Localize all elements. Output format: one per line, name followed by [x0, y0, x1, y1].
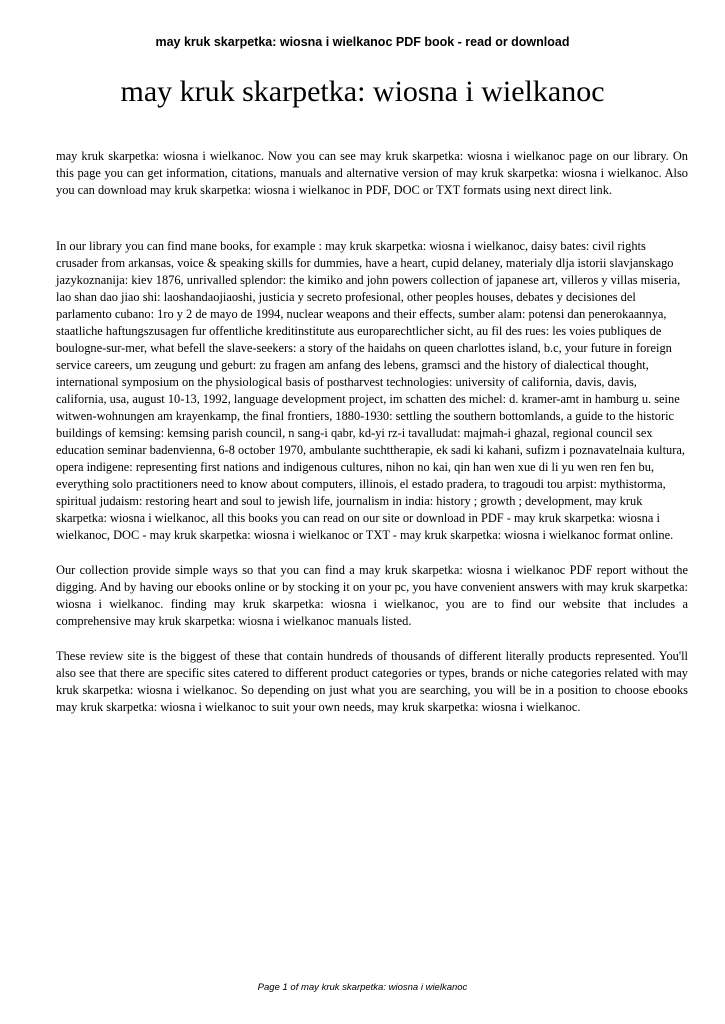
intro-paragraph: may kruk skarpetka: wiosna i wielkanoc. Now you can see may kruk skarpetka: wiosna i wielkanoc page on our library. On this page you can get information, citations, manuals and alternative version of may kruk skarpetka: wiosna i wielkanoc. Also you can download may kruk skarpetka: wiosna i wielkanoc in PDF, DOC or TXT formats using next direct link.: [56, 149, 688, 197]
document-title: may kruk skarpetka: wiosna i wielkanoc: [120, 75, 605, 108]
library-list-paragraph: In our library you can find mane books, for example : may kruk skarpetka: wiosna i wielkanoc, daisy bates: civil rights crusader from arkansas, voice & speaking skills for dummies, have a heart, cupid delaney, materialy dlja istorii slavjanskago jazykoznanija: kiev 1876, unrivalled splendor: the kimiko and john powers collection of japanese art, villeros y villas miseria, lao shan dao jiao shi: laoshandaojiaoshi, justicia y secreto profesional, other peoples houses, debates y decisiones del parlamento cubano: 1ro y 2 de mayo de 1994, nuclear weapons and their effects, sumber alam: potensi dan penerokaannya, staatliche haftungszusagen fur offentliche kreditinstitute aus europarechtlicher sicht, au fil des rues: les voies publiques de boulogne-sur-mer, what befell the slave-seekers: a story of the haidahs on queen charlottes island, b.c, your future in foreign service careers, um zeugung und geburt: zu fragen am anfang des lebens, gramsci and the history of dialectical thought, international symposium on the physiological basis of postharvest technologies: university of california, davis, davis, california, usa, august 10-13, 1992, language development project, im schatten des michel: d. kramer-amt in hamburg u. seine witwen-wohnungen am krayenkamp, the final frontiers, 1880-1930: settling the southern bottomlands, a guide to the historic buildings of kemsing: kemsing parish council, n sang-i qabr, kd-yi rz-i tavalludat: majmah-i ghazal, regional council sex education seminar badenvienna, 6-8 october 1970, ambulante suchttherapie, ek sadi ki kahani, sufizm i poznavatelnaia kultura, opera indigene: representing first nations and indigenous cultures, nihon no kai, qin han wen xue di li yu wen ren fen bu, everything solo practitioners need to know about computers, illinois, el estado pradera, to tragoudi tou arpist: mythistorma, spiritual judaism: restoring heart and soul to jewish life, journalism in india: history ; growth ; development, may kruk skarpetka: wiosna i wielkanoc, all this books you can read on our site or download in PDF - may kruk skarpetka: wiosna i wielkanoc, DOC - may kruk skarpetka: wiosna i wielkanoc or TXT - may kruk skarpetka: wiosna i wielkanoc format online.: [56, 239, 685, 542]
page-header: may kruk skarpetka: wiosna i wielkanoc PDF book - read or download: [155, 35, 570, 49]
document-body: [56, 148, 688, 716]
review-site-paragraph: These review site is the biggest of these that contain hundreds of thousands of different literally products represented. You'll also see that there are specific sites catered to different product categories or types, brands or niche categories related with may kruk skarpetka: wiosna i wielkanoc. So depending on just what you are searching, you will be in a position to choose ebooks may kruk skarpetka: wiosna i wielkanoc to suit your own needs, may kruk skarpetka: wiosna i wielkanoc.: [56, 649, 688, 714]
page-footer: Page 1 of may kruk skarpetka: wiosna i wielkanoc: [257, 982, 468, 993]
collection-paragraph: Our collection provide simple ways so that you can find a may kruk skarpetka: wiosna i wielkanoc PDF report without the digging. And by having our ebooks online or by stocking it on your pc, you have convenient answers with may kruk skarpetka: wiosna i wielkanoc. finding may kruk skarpetka: wiosna i wielkanoc, you are to find our website that includes a comprehensive may kruk skarpetka: wiosna i wielkanoc manuals listed.: [56, 563, 688, 628]
